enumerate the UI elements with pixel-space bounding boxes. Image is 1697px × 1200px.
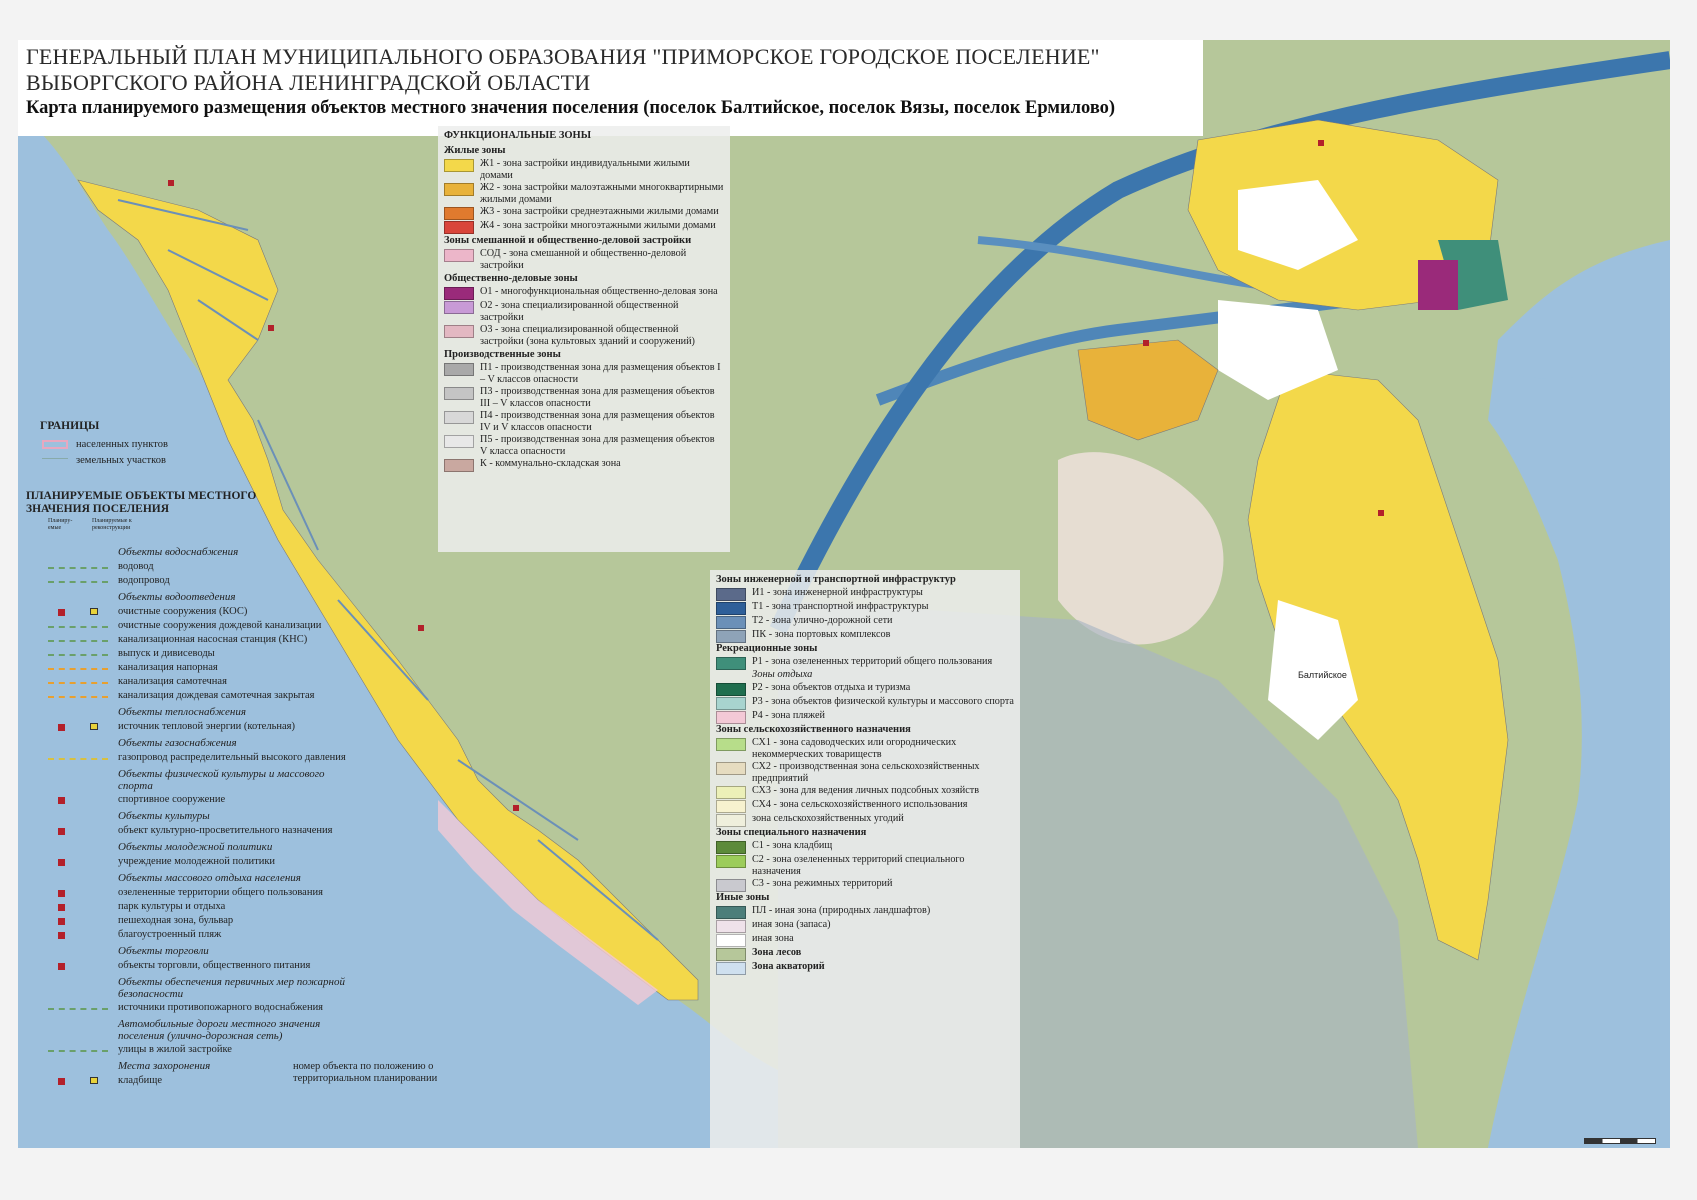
legend-infra-zones: [710, 570, 1020, 1148]
title-line-2: ВЫБОРГСКОГО РАЙОНА ЛЕНИНГРАДСКОЙ ОБЛАСТИ: [26, 70, 591, 95]
legend-swatch: [716, 948, 746, 961]
legend-swatch: [444, 183, 474, 196]
object-group-heading: Объекты водоотведения: [118, 591, 236, 603]
object-label: водопровод: [118, 575, 170, 586]
map-marker[interactable]: [268, 325, 274, 331]
object-marker: [58, 904, 65, 911]
line-symbol: [48, 640, 108, 642]
legend-label: иная зона: [752, 933, 794, 944]
legend-item: [716, 682, 1014, 695]
object-group-heading: Автомобильные дороги местного значения поселения (улично-дорожная сеть): [118, 1018, 321, 1042]
legend-item: [716, 947, 1014, 960]
legend-item: [716, 905, 1014, 918]
object-marker: [58, 918, 65, 925]
legend-item: [444, 206, 724, 219]
object-label: пешеходная зона, бульвар: [118, 915, 234, 926]
legend-item: [716, 587, 1014, 600]
object-label: объект культурно-просветительного назначения: [118, 825, 333, 836]
object-marker: [58, 1078, 65, 1085]
object-label: водовод: [118, 561, 154, 572]
object-label: объекты торговли, общественного питания: [118, 960, 311, 971]
object-group-heading: Объекты массового отдыха населения: [118, 872, 301, 884]
legend-heading: ФУНКЦИОНАЛЬНЫЕ ЗОНЫ: [444, 130, 592, 141]
legend-label: Ж2 - зона застройки малоэтажными многоквартирными жилыми домами: [480, 182, 724, 205]
map-marker[interactable]: [418, 625, 424, 631]
line-symbol: [48, 682, 108, 684]
legend-swatch: [444, 207, 474, 220]
object-marker: [58, 797, 65, 804]
legend-swatch: [444, 221, 474, 234]
legend-swatch: [716, 962, 746, 975]
legend-label: ПЛ - иная зона (природных ландшафтов): [752, 905, 931, 916]
legend-swatch: [444, 411, 474, 424]
object-label: озелененные территории общего пользования: [118, 887, 323, 898]
legend-label: ПК - зона портовых комплексов: [752, 629, 891, 640]
legend-swatch: [716, 906, 746, 919]
object-label: канализация самотечная: [118, 676, 227, 687]
line-symbol: [48, 626, 108, 628]
object-marker: [58, 859, 65, 866]
object-label: канализационная насосная станция (КНС): [118, 634, 308, 645]
line-symbol: [48, 696, 108, 698]
legend-item: [716, 656, 1014, 669]
legend-subheading: Рекреационные зоны: [716, 643, 818, 654]
legend-item: [444, 158, 724, 181]
legend-label: СХ3 - зона для ведения личных подсобных хозяйств: [752, 785, 980, 796]
legend-item: [716, 785, 1014, 798]
legend-swatch: [444, 435, 474, 448]
legend-item: [444, 324, 724, 347]
legend-label: Т1 - зона транспортной инфраструктуры: [752, 601, 929, 612]
object-label: парк культуры и отдыха: [118, 901, 226, 912]
object-group-heading: Объекты торговли: [118, 945, 209, 957]
legend-label: С1 - зона кладбищ: [752, 840, 833, 851]
legend-label: зона сельскохозяйственных угодий: [752, 813, 904, 824]
legend-subheading: Иные зоны: [716, 892, 770, 903]
object-group-heading: Объекты физической культуры и массового спорта: [118, 768, 325, 792]
legend-swatch: [444, 301, 474, 314]
legend-label: И1 - зона инженерной инфраструктуры: [752, 587, 923, 598]
legend-item: [716, 961, 1014, 974]
legend-label: СХ1 - зона садоводческих или огороднических некоммерческих товариществ: [752, 737, 957, 760]
legend-item: [444, 362, 724, 385]
legend-item: [716, 737, 1014, 760]
legend-swatch: [716, 934, 746, 947]
legend-item: [716, 919, 1014, 932]
object-label: учреждение молодежной политики: [118, 856, 276, 867]
legend-label: П5 - производственная зона для размещения объектов V класса опасности: [480, 434, 715, 457]
legend-item: [716, 933, 1014, 946]
object-group-heading: Объекты теплоснабжения: [118, 706, 246, 718]
legend-label: Т2 - зона улично-дорожной сети: [752, 615, 893, 626]
legend-swatch: [716, 697, 746, 710]
object-label: канализация дождевая самотечная закрытая: [118, 690, 315, 701]
object-marker: [58, 609, 65, 616]
legend-item: [716, 696, 1014, 709]
legend-label: О3 - зона специализированной общественной застройки (зона культовых зданий и сооружений): [480, 324, 695, 347]
legend-label: Зона акваторий: [752, 961, 825, 972]
legend-swatch: [444, 159, 474, 172]
legend-swatch: [716, 800, 746, 813]
line-symbol: [48, 581, 108, 583]
legend-swatch: [716, 855, 746, 868]
legend-subheading: Производственные зоны: [444, 349, 561, 360]
boundary-settlement-swatch: [42, 440, 68, 449]
legend-label: Р2 - зона объектов отдыха и туризма: [752, 682, 911, 693]
object-group-heading: Объекты газоснабжения: [118, 737, 237, 749]
object-label: очистные сооружения (КОС): [118, 606, 248, 617]
legend-item: [716, 615, 1014, 628]
legend-item: [444, 458, 724, 471]
boundary-label: земельных участков: [76, 455, 166, 466]
legend-subheading: Общественно-деловые зоны: [444, 273, 578, 284]
map-marker[interactable]: [1318, 140, 1324, 146]
object-label: очистные сооружения дождевой канализации: [118, 620, 322, 631]
line-symbol: [48, 1050, 108, 1052]
legend-label: СОД - зона смешанной и общественно-деловой застройки: [480, 248, 687, 271]
line-symbol: [48, 567, 108, 569]
map-marker[interactable]: [513, 805, 519, 811]
legend-swatch: [444, 325, 474, 338]
map-marker[interactable]: [168, 180, 174, 186]
legend-item: [444, 300, 724, 323]
legend-subheading: Зоны специального назначения: [716, 827, 867, 838]
line-symbol: [48, 1008, 108, 1010]
map-subtitle: Карта планируемого размещения объектов местного значения поселения (поселок Балтийское, поселок Вязы, поселок Ермилово): [26, 98, 1116, 118]
legend-label: П1 - производственная зона для размещения объектов I – V классов опасности: [480, 362, 721, 385]
legend-label: Зона лесов: [752, 947, 802, 958]
object-label: кладбище: [118, 1075, 163, 1086]
legend-swatch: [716, 630, 746, 643]
boundary-label: населенных пунктов: [76, 439, 168, 450]
reconstruction-marker: [90, 1077, 98, 1084]
planned-objects-heading: ПЛАНИРУЕМЫЕ ОБЪЕКТЫ МЕСТНОГО ЗНАЧЕНИЯ ПОСЕЛЕНИЯ: [26, 490, 257, 515]
legend-item: [444, 182, 724, 205]
legend-subheading: Зоны смешанной и общественно-деловой застройки: [444, 235, 692, 246]
reconstruction-marker: [90, 608, 98, 615]
object-marker: [58, 932, 65, 939]
mixed-zone: [1418, 260, 1458, 310]
map-marker[interactable]: [1143, 340, 1149, 346]
legend-swatch: [716, 657, 746, 670]
line-symbol: [48, 654, 108, 656]
map-sheet: [18, 40, 1670, 1148]
legend-label: П3 - производственная зона для размещения объектов III – V классов опасности: [480, 386, 715, 409]
legend-swatch: [444, 459, 474, 472]
legend-item: [444, 286, 724, 299]
legend-subheading: Зоны отдыха: [752, 669, 813, 680]
legend-item: [716, 710, 1014, 723]
map-marker[interactable]: [1378, 510, 1384, 516]
object-label: спортивное сооружение: [118, 794, 226, 805]
object-label: источники противопожарного водоснабжения: [118, 1002, 324, 1013]
legend-swatch: [716, 814, 746, 827]
legend-label: Р3 - зона объектов физической культуры и массового спорта: [752, 696, 1014, 707]
legend-swatch: [444, 287, 474, 300]
legend-item: [444, 410, 724, 433]
legend-item: [716, 854, 1014, 877]
legend-swatch: [716, 879, 746, 892]
scale-bar: [1584, 1138, 1656, 1144]
boundary-parcel-swatch: [42, 458, 68, 465]
legend-subheading: Жилые зоны: [444, 145, 506, 156]
line-symbol: [48, 758, 108, 760]
legend-label: СХ2 - производственная зона сельскохозяйственных предприятий: [752, 761, 980, 784]
legend-swatch: [444, 387, 474, 400]
object-marker: [58, 963, 65, 970]
legend-label: Р4 - зона пляжей: [752, 710, 825, 721]
legend-swatch: [716, 920, 746, 933]
legend-item: [444, 434, 724, 457]
legend-swatch: [716, 711, 746, 724]
legend-label: иная зона (запаса): [752, 919, 831, 930]
legend-item: [444, 386, 724, 409]
title-block: [18, 40, 1203, 136]
legend-label: Ж3 - зона застройки среднеэтажными жилыми домами: [480, 206, 719, 217]
legend-item: [716, 761, 1014, 784]
legend-item: [716, 601, 1014, 614]
legend-label: СХ4 - зона сельскохозяйственного использования: [752, 799, 968, 810]
object-label: благоустроенный пляж: [118, 929, 222, 940]
legend-item: [716, 799, 1014, 812]
column-header-reconstruction: Планируемые к реконструкции: [92, 518, 132, 531]
boundaries-heading: ГРАНИЦЫ: [40, 420, 100, 432]
object-group-heading: Места захоронения: [118, 1060, 211, 1072]
legend-label: О1 - многофункциональная общественно-деловая зона: [480, 286, 718, 297]
legend-label: О2 - зона специализированной общественной застройки: [480, 300, 679, 323]
legend-label: П4 - производственная зона для размещения объектов IV и V классов опасности: [480, 410, 715, 433]
reconstruction-marker: [90, 723, 98, 730]
legend-swatch: [716, 602, 746, 615]
legend-swatch: [716, 762, 746, 775]
legend-item: [716, 629, 1014, 642]
column-header-planned: Планиру-емые: [48, 518, 73, 531]
object-marker: [58, 724, 65, 731]
object-label: газопровод распределительный высокого давления: [118, 752, 346, 763]
legend-label: Ж1 - зона застройки индивидуальными жилыми домами: [480, 158, 690, 181]
object-marker: [58, 828, 65, 835]
legend-label: К - коммунально-складская зона: [480, 458, 621, 469]
place-label-baltiyskoe: Балтийское: [1298, 670, 1347, 680]
legend-label: С3 - зона режимных территорий: [752, 878, 893, 889]
object-group-heading: Объекты водоснабжения: [118, 546, 239, 558]
legend-item: [716, 813, 1014, 826]
legend-swatch: [716, 588, 746, 601]
legend-swatch: [716, 841, 746, 854]
legend-subheading: Зоны сельскохозяйственного назначения: [716, 724, 911, 735]
legend-item: [716, 840, 1014, 853]
legend-swatch: [716, 683, 746, 696]
object-number-note: номер объекта по положению о территориальном планировании: [293, 1061, 438, 1084]
legend-subheading: Зоны инженерной и транспортной инфраструктур: [716, 574, 956, 585]
legend-swatch: [716, 786, 746, 799]
legend-item: [444, 220, 724, 233]
object-label: выпуск и дивисеводы: [118, 648, 215, 659]
object-group-heading: Объекты культуры: [118, 810, 210, 822]
legend-label: Р1 - зона озелененных территорий общего пользования: [752, 656, 993, 667]
object-group-heading: Объекты обеспечения первичных мер пожарной безопасности: [118, 976, 345, 1000]
legend-item: [444, 248, 724, 271]
legend-label: Ж4 - зона застройки многоэтажными жилыми домами: [480, 220, 716, 231]
legend-swatch: [444, 249, 474, 262]
legend-label: С2 - зона озелененных территорий специального назначения: [752, 854, 965, 877]
object-label: источник тепловой энергии (котельная): [118, 721, 295, 732]
legend-item: [716, 878, 1014, 891]
title-line-1: ГЕНЕРАЛЬНЫЙ ПЛАН МУНИЦИПАЛЬНОГО ОБРАЗОВАНИЯ "ПРИМОРСКОЕ ГОРОДСКОЕ ПОСЕЛЕНИЕ": [26, 44, 1100, 69]
legend-planned-objects: [18, 420, 438, 1148]
object-label: канализация напорная: [118, 662, 218, 673]
legend-swatch: [716, 616, 746, 629]
object-marker: [58, 890, 65, 897]
object-label: улицы в жилой застройке: [118, 1044, 232, 1055]
legend-swatch: [716, 738, 746, 751]
legend-swatch: [444, 363, 474, 376]
legend-functional-zones: [438, 126, 730, 552]
object-group-heading: Объекты молодежной политики: [118, 841, 273, 853]
line-symbol: [48, 668, 108, 670]
